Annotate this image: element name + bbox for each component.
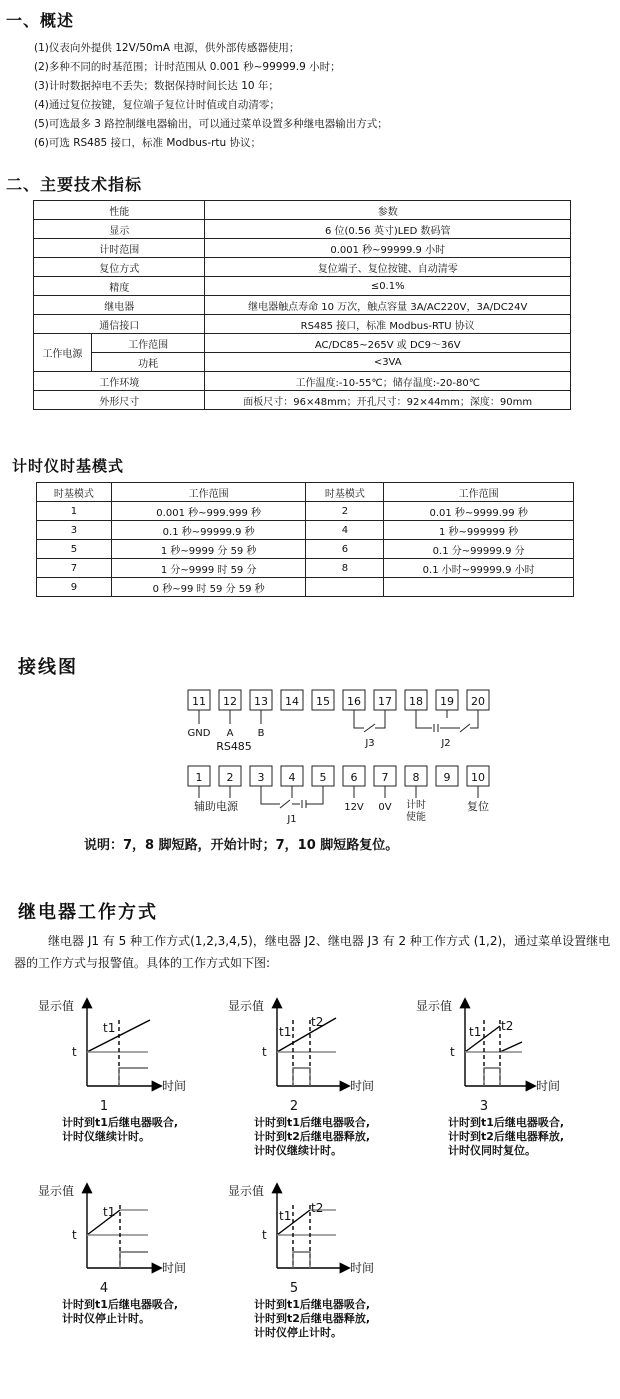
- table-cell: 0.001 秒~99999.9 小时: [205, 239, 571, 258]
- label-j2: J2: [441, 738, 451, 749]
- overview-title: 一、概述: [6, 11, 75, 30]
- overview-item-5: (5)可选最多 3 路控制继电器输出，可以通过菜单设置多种继电器输出方式；: [34, 118, 388, 130]
- terminal-10: 10: [471, 771, 485, 784]
- label-t2: t2: [501, 1019, 514, 1033]
- axis-x-label: 时间: [162, 1261, 187, 1275]
- label-t2: t2: [311, 1201, 324, 1215]
- mode-desc-line: 计时到t1后继电器吸合,: [254, 1298, 371, 1311]
- relay-title: 继电器工作方式: [18, 902, 158, 923]
- table-cell: 2: [306, 502, 384, 521]
- table-row: [34, 296, 571, 315]
- terminal-1: 1: [195, 771, 203, 784]
- mode-number: 4: [99, 1281, 109, 1296]
- terminal-8: 8: [412, 771, 420, 784]
- overview-item-1: (1)仪表向外提供 12V/50mA 电源，供外部传感器使用；: [34, 42, 300, 54]
- table-header-cell: 工作范围: [384, 483, 574, 502]
- table-cell: 0.01 秒~9999.99 秒: [384, 502, 574, 521]
- axis-y-label: 显示值: [38, 999, 75, 1013]
- label-t1: t1: [279, 1025, 292, 1039]
- table-cell: 0.1 秒~99999.9 秒: [111, 521, 306, 540]
- table-cell: 工作电源: [34, 334, 92, 372]
- table-cell: [306, 578, 384, 597]
- table-cell: <3VA: [205, 353, 571, 372]
- terminal-6: 6: [350, 771, 358, 784]
- table-header-cell: 参数: [205, 201, 571, 220]
- mode-desc-line: 计时到t1后继电器吸合,: [62, 1298, 179, 1311]
- table-row: [37, 540, 574, 559]
- table-row: [34, 391, 571, 410]
- axis-x-label: 时间: [162, 1079, 187, 1093]
- wiring-note: 说明：7，8 脚短路，开始计时；7，10 脚短路复位。: [84, 838, 399, 853]
- table-cell: 1 秒~999999 秒: [384, 521, 574, 540]
- table-cell: 复位方式: [34, 258, 205, 277]
- table-cell: 精度: [34, 277, 205, 296]
- mode-desc-line: 计时到t1后继电器吸合,: [62, 1116, 179, 1129]
- table-row: [34, 372, 571, 391]
- axis-y-label: 显示值: [416, 999, 453, 1013]
- table-row: [37, 521, 574, 540]
- table-cell: 3: [37, 521, 112, 540]
- table-cell: 6: [306, 540, 384, 559]
- table-row: [34, 220, 571, 239]
- table-cell: 面板尺寸：96×48mm；开孔尺寸：92×44mm；深度：90mm: [205, 391, 571, 410]
- label-rs485: RS485: [216, 740, 252, 753]
- label-a: A: [226, 728, 234, 739]
- terminal-4: 4: [288, 771, 296, 784]
- specs-table: [33, 200, 571, 410]
- table-cell: 复位端子、复位按键、自动清零: [205, 258, 571, 277]
- table-cell: 1: [37, 502, 112, 521]
- table-cell: 工作环境: [34, 372, 205, 391]
- table-cell: 继电器: [34, 296, 205, 315]
- table-header-cell: 时基模式: [37, 483, 112, 502]
- relay-intro: 继电器 J1 有 5 种工作方式(1,2,3,4,5)，继电器 J2、继电器 J3 有 2 种工作方式 (1,2)，通过菜单设置继电器的工作方式与报警值。具体的工作方式如下图:: [14, 934, 611, 970]
- terminal-15: 15: [316, 695, 330, 708]
- label-reset: 复位: [467, 800, 489, 813]
- table-cell: 计时范围: [34, 239, 205, 258]
- mode-desc-line: 计时到t2后继电器释放,: [448, 1130, 565, 1143]
- terminal-2: 2: [226, 771, 234, 784]
- label-t1: t1: [103, 1021, 116, 1035]
- mode-number: 3: [479, 1099, 489, 1114]
- overview-item-6: (6)可选 RS485 接口，标准 Modbus-rtu 协议；: [34, 137, 262, 149]
- terminal-18: 18: [409, 695, 423, 708]
- table-header-cell: 工作范围: [111, 483, 306, 502]
- table-header-cell: 时基模式: [306, 483, 384, 502]
- label-t: t: [262, 1045, 267, 1059]
- table-cell: 9: [37, 578, 112, 597]
- terminal-9: 9: [443, 771, 451, 784]
- label-0v: 0V: [378, 802, 392, 813]
- table-cell: 0.001 秒~999.999 秒: [111, 502, 306, 521]
- table-cell: 8: [306, 559, 384, 578]
- table-row: [37, 578, 574, 597]
- table-cell: 显示: [34, 220, 205, 239]
- axis-x-label: 时间: [536, 1079, 561, 1093]
- label-gnd: GND: [187, 728, 211, 739]
- terminal-14: 14: [285, 695, 299, 708]
- table-cell: [384, 578, 574, 597]
- table-cell: 工作温度:-10-55℃；储存温度:-20-80℃: [205, 372, 571, 391]
- label-t1: t1: [103, 1205, 116, 1219]
- terminal-11: 11: [192, 695, 206, 708]
- wiring-diagram: [0, 680, 620, 840]
- table-row: [34, 258, 571, 277]
- label-b: B: [257, 728, 265, 739]
- table-cell: 6 位(0.56 英寸)LED 数码管: [205, 220, 571, 239]
- table-row: [34, 315, 571, 334]
- overview-item-3: (3)计时数据掉电不丢失；数据保持时间长达 10 年；: [34, 80, 279, 92]
- table-header-cell: 性能: [34, 201, 205, 220]
- table-cell: 4: [306, 521, 384, 540]
- table-cell: 通信接口: [34, 315, 205, 334]
- table-row: [37, 559, 574, 578]
- overview-item-2: (2)多种不同的时基范围；计时范围从 0.001 秒~99999.9 小时；: [34, 61, 341, 73]
- axis-x-label: 时间: [350, 1261, 375, 1275]
- table-cell: 1 秒~9999 分 59 秒: [111, 540, 306, 559]
- mode-desc-line: 计时到t1后继电器吸合,: [448, 1116, 565, 1129]
- table-row: [34, 239, 571, 258]
- table-row: [34, 334, 571, 353]
- table-row: [34, 277, 571, 296]
- label-t: t: [450, 1045, 455, 1059]
- mode-desc-line: 计时到t1后继电器吸合,: [254, 1116, 371, 1129]
- label-t: t: [72, 1045, 77, 1059]
- mode-desc-line: 计时仪继续计时。: [254, 1144, 342, 1157]
- terminal-16: 16: [347, 695, 361, 708]
- timebase-title: 计时仪时基模式: [12, 457, 125, 475]
- mode-number: 2: [289, 1099, 299, 1114]
- label-t1: t1: [279, 1209, 292, 1223]
- table-row: [37, 502, 574, 521]
- label-enable-2: 使能: [406, 812, 426, 823]
- table-cell: 0.1 小时~99999.9 小时: [384, 559, 574, 578]
- table-cell: 0 秒~99 时 59 分 59 秒: [111, 578, 306, 597]
- label-12v: 12V: [344, 802, 364, 813]
- table-row: [37, 483, 574, 502]
- label-t: t: [262, 1228, 267, 1242]
- relay-graphs: [0, 990, 620, 1390]
- label-j1: J1: [287, 814, 297, 825]
- table-cell: 继电器触点寿命 10 万次，触点容量 3A/AC220V，3A/DC24V: [205, 296, 571, 315]
- label-j3: J3: [365, 738, 375, 749]
- terminal-17: 17: [378, 695, 392, 708]
- mode-desc-line: 计时到t2后继电器释放,: [254, 1130, 371, 1143]
- terminal-12: 12: [223, 695, 237, 708]
- table-row: [34, 201, 571, 220]
- wiring-title: 接线图: [18, 657, 78, 678]
- axis-y-label: 显示值: [228, 1184, 265, 1198]
- mode-desc-line: 计时仪停止计时。: [62, 1312, 150, 1325]
- terminal-20: 20: [471, 695, 485, 708]
- label-aux-power: 辅助电源: [194, 800, 238, 813]
- terminal-3: 3: [257, 771, 265, 784]
- table-cell: 工作范围: [91, 334, 205, 353]
- table-cell: RS485 接口，标准 Modbus-RTU 协议: [205, 315, 571, 334]
- mode-desc-line: 计时仪停止计时。: [254, 1326, 342, 1339]
- label-t1: t1: [469, 1025, 482, 1039]
- table-cell: 0.1 分~99999.9 分: [384, 540, 574, 559]
- table-cell: AC/DC85~265V 或 DC9～36V: [205, 334, 571, 353]
- table-cell: ≤0.1%: [205, 277, 571, 296]
- table-cell: 5: [37, 540, 112, 559]
- table-cell: 外形尺寸: [34, 391, 205, 410]
- table-cell: 1 分~9999 时 59 分: [111, 559, 306, 578]
- overview-item-4: (4)通过复位按键，复位端子复位计时值或自动清零；: [34, 99, 280, 111]
- mode-number: 1: [99, 1099, 109, 1114]
- timebase-table: [36, 482, 574, 597]
- specs-title: 二、主要技术指标: [6, 175, 143, 194]
- label-enable-1: 计时: [406, 800, 426, 811]
- terminal-13: 13: [254, 695, 268, 708]
- terminal-19: 19: [440, 695, 454, 708]
- axis-y-label: 显示值: [228, 999, 265, 1013]
- label-t2: t2: [311, 1015, 324, 1029]
- axis-x-label: 时间: [350, 1079, 375, 1093]
- axis-y-label: 显示值: [38, 1184, 75, 1198]
- table-cell: 7: [37, 559, 112, 578]
- label-t: t: [72, 1228, 77, 1242]
- terminal-5: 5: [319, 771, 327, 784]
- terminal-7: 7: [381, 771, 389, 784]
- table-cell: 功耗: [91, 353, 205, 372]
- mode-desc-line: 计时仪继续计时。: [62, 1130, 150, 1143]
- mode-desc-line: 计时仪同时复位。: [448, 1144, 536, 1157]
- table-row: [34, 353, 571, 372]
- mode-desc-line: 计时到t2后继电器释放,: [254, 1312, 371, 1325]
- mode-number: 5: [289, 1281, 299, 1296]
